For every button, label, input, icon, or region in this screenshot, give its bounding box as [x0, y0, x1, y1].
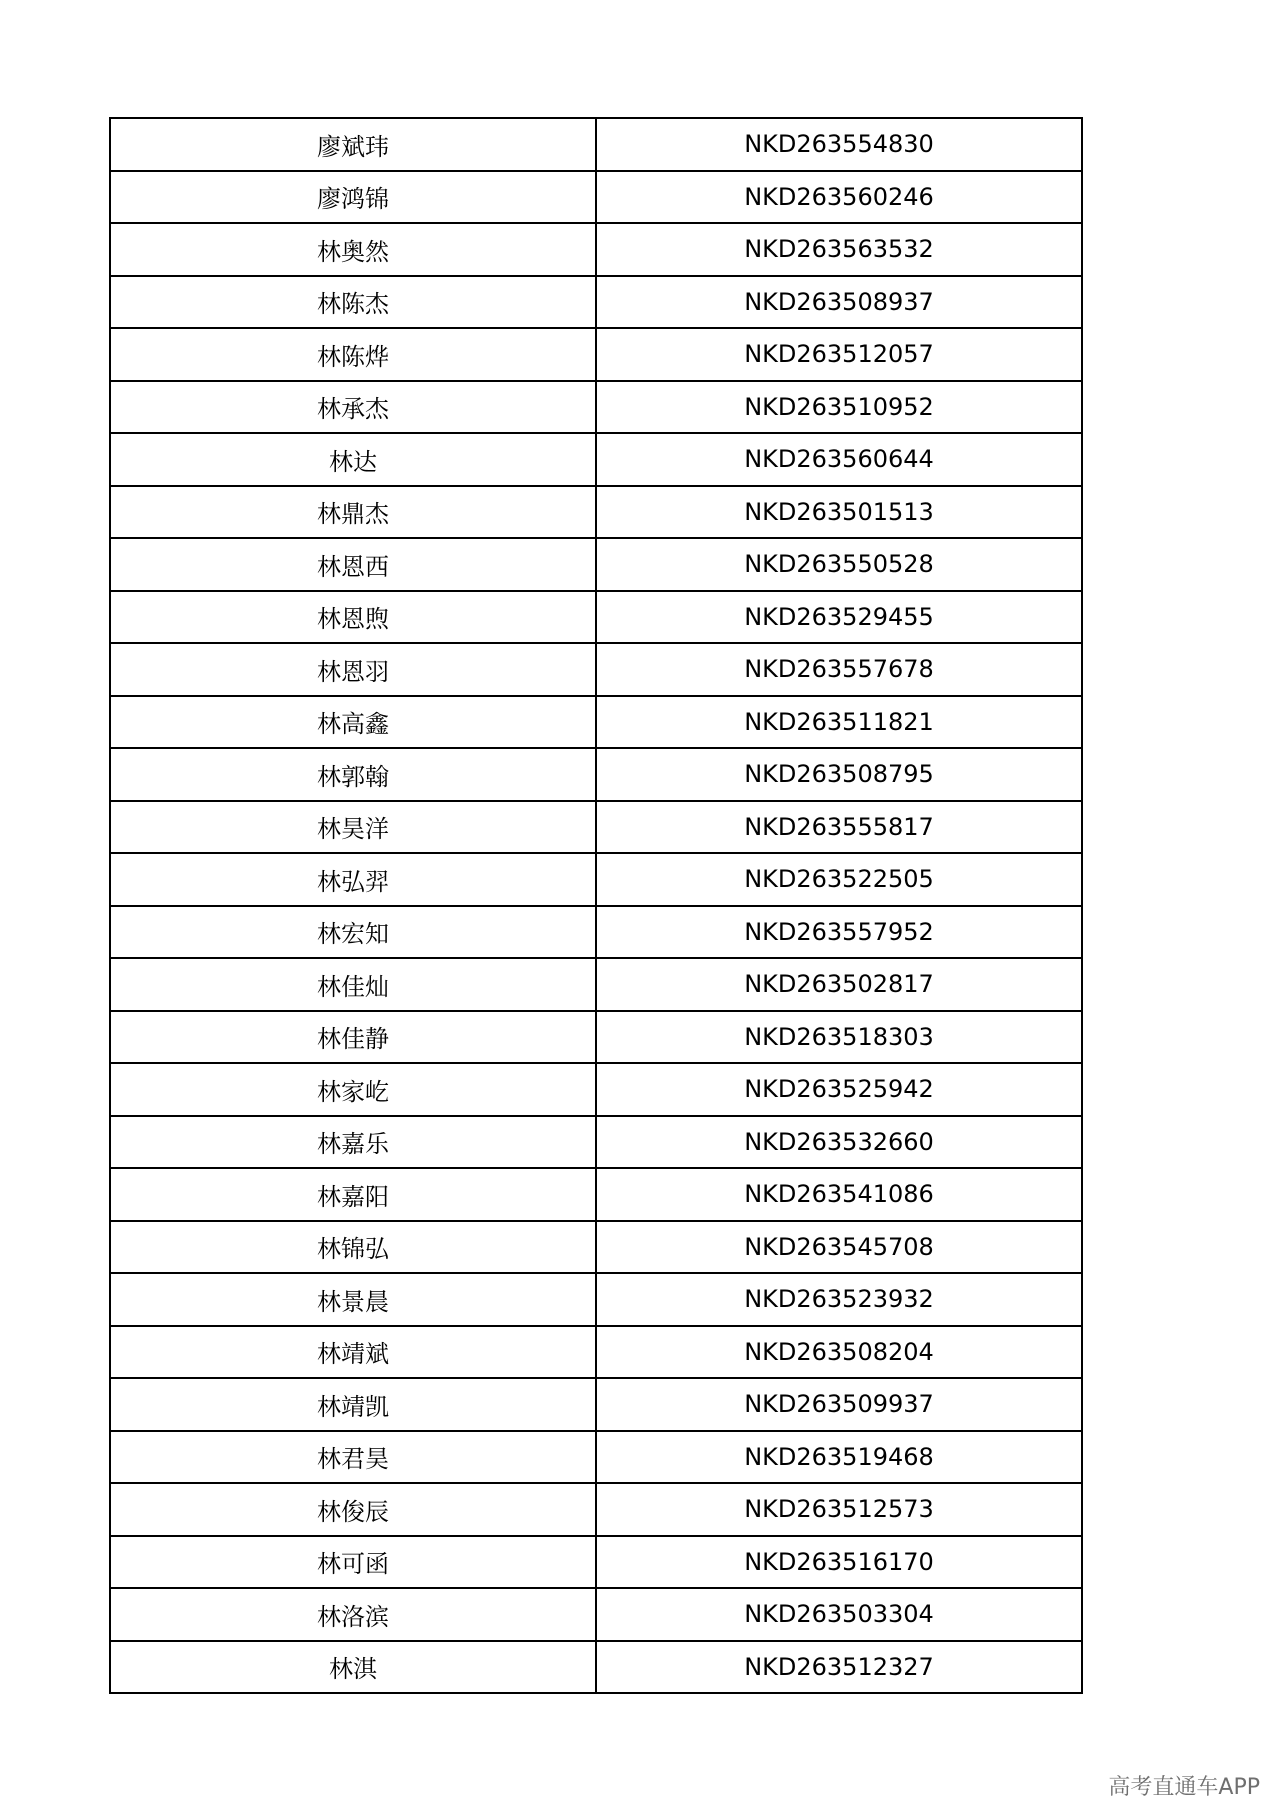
table-row [110, 276, 1082, 329]
name-cell: 林高鑫 [110, 696, 596, 749]
name-cell: 林昊洋 [110, 801, 596, 854]
name-cell: 林佳静 [110, 1011, 596, 1064]
table-row [110, 1168, 1082, 1221]
table-row [110, 1221, 1082, 1274]
roster-table [109, 117, 1083, 1694]
id-cell: NKD263550528 [596, 538, 1082, 591]
name-cell: 林恩西 [110, 538, 596, 591]
table-row [110, 591, 1082, 644]
table-row [110, 801, 1082, 854]
id-cell: NKD263512057 [596, 328, 1082, 381]
name-cell: 林恩煦 [110, 591, 596, 644]
table-row [110, 538, 1082, 591]
name-cell: 林靖斌 [110, 1326, 596, 1379]
roster-table-body [110, 118, 1082, 1693]
id-cell: NKD263560246 [596, 171, 1082, 224]
name-cell: 林鼎杰 [110, 486, 596, 539]
id-cell: NKD263532660 [596, 1116, 1082, 1169]
table-row [110, 1063, 1082, 1116]
id-cell: NKD263516170 [596, 1536, 1082, 1589]
name-cell: 林嘉阳 [110, 1168, 596, 1221]
table-row [110, 1431, 1082, 1484]
id-cell: NKD263557678 [596, 643, 1082, 696]
table-row [110, 748, 1082, 801]
name-cell: 林陈杰 [110, 276, 596, 329]
table-row [110, 486, 1082, 539]
table-row [110, 1011, 1082, 1064]
id-cell: NKD263525942 [596, 1063, 1082, 1116]
table-row [110, 958, 1082, 1011]
table-row [110, 1273, 1082, 1326]
id-cell: NKD263508937 [596, 276, 1082, 329]
name-cell: 林承杰 [110, 381, 596, 434]
name-cell: 林俊辰 [110, 1483, 596, 1536]
id-cell: NKD263554830 [596, 118, 1082, 171]
table-row [110, 1641, 1082, 1694]
id-cell: NKD263503304 [596, 1588, 1082, 1641]
table-row [110, 643, 1082, 696]
id-cell: NKD263519468 [596, 1431, 1082, 1484]
table-row [110, 853, 1082, 906]
table-row [110, 1536, 1082, 1589]
name-cell: 廖鸿锦 [110, 171, 596, 224]
id-cell: NKD263560644 [596, 433, 1082, 486]
table-row [110, 1483, 1082, 1536]
name-cell: 林陈烨 [110, 328, 596, 381]
id-cell: NKD263508795 [596, 748, 1082, 801]
name-cell: 林嘉乐 [110, 1116, 596, 1169]
table-row [110, 1326, 1082, 1379]
id-cell: NKD263563532 [596, 223, 1082, 276]
id-cell: NKD263502817 [596, 958, 1082, 1011]
table-row [110, 696, 1082, 749]
id-cell: NKD263509937 [596, 1378, 1082, 1431]
id-cell: NKD263512573 [596, 1483, 1082, 1536]
id-cell: NKD263523932 [596, 1273, 1082, 1326]
name-cell: 林锦弘 [110, 1221, 596, 1274]
name-cell: 廖斌玮 [110, 118, 596, 171]
name-cell: 林淇 [110, 1641, 596, 1694]
table-row [110, 1588, 1082, 1641]
table-row [110, 328, 1082, 381]
name-cell: 林宏知 [110, 906, 596, 959]
id-cell: NKD263529455 [596, 591, 1082, 644]
id-cell: NKD263511821 [596, 696, 1082, 749]
id-cell: NKD263555817 [596, 801, 1082, 854]
id-cell: NKD263522505 [596, 853, 1082, 906]
table-row [110, 1116, 1082, 1169]
name-cell: 林家屹 [110, 1063, 596, 1116]
table-row [110, 381, 1082, 434]
name-cell: 林郭翰 [110, 748, 596, 801]
name-cell: 林景晨 [110, 1273, 596, 1326]
table-row [110, 433, 1082, 486]
table-row [110, 906, 1082, 959]
id-cell: NKD263518303 [596, 1011, 1082, 1064]
name-cell: 林奥然 [110, 223, 596, 276]
name-cell: 林可函 [110, 1536, 596, 1589]
name-cell: 林弘羿 [110, 853, 596, 906]
table-row [110, 223, 1082, 276]
name-cell: 林恩羽 [110, 643, 596, 696]
id-cell: NKD263508204 [596, 1326, 1082, 1379]
id-cell: NKD263541086 [596, 1168, 1082, 1221]
table-row [110, 1378, 1082, 1431]
name-cell: 林佳灿 [110, 958, 596, 1011]
name-cell: 林达 [110, 433, 596, 486]
table-row [110, 171, 1082, 224]
id-cell: NKD263557952 [596, 906, 1082, 959]
name-cell: 林靖凯 [110, 1378, 596, 1431]
name-cell: 林洛滨 [110, 1588, 596, 1641]
table-row [110, 118, 1082, 171]
id-cell: NKD263545708 [596, 1221, 1082, 1274]
name-cell: 林君昊 [110, 1431, 596, 1484]
id-cell: NKD263501513 [596, 486, 1082, 539]
id-cell: NKD263510952 [596, 381, 1082, 434]
id-cell: NKD263512327 [596, 1641, 1082, 1694]
watermark-text: 高考直通车APP [1108, 1775, 1260, 1800]
